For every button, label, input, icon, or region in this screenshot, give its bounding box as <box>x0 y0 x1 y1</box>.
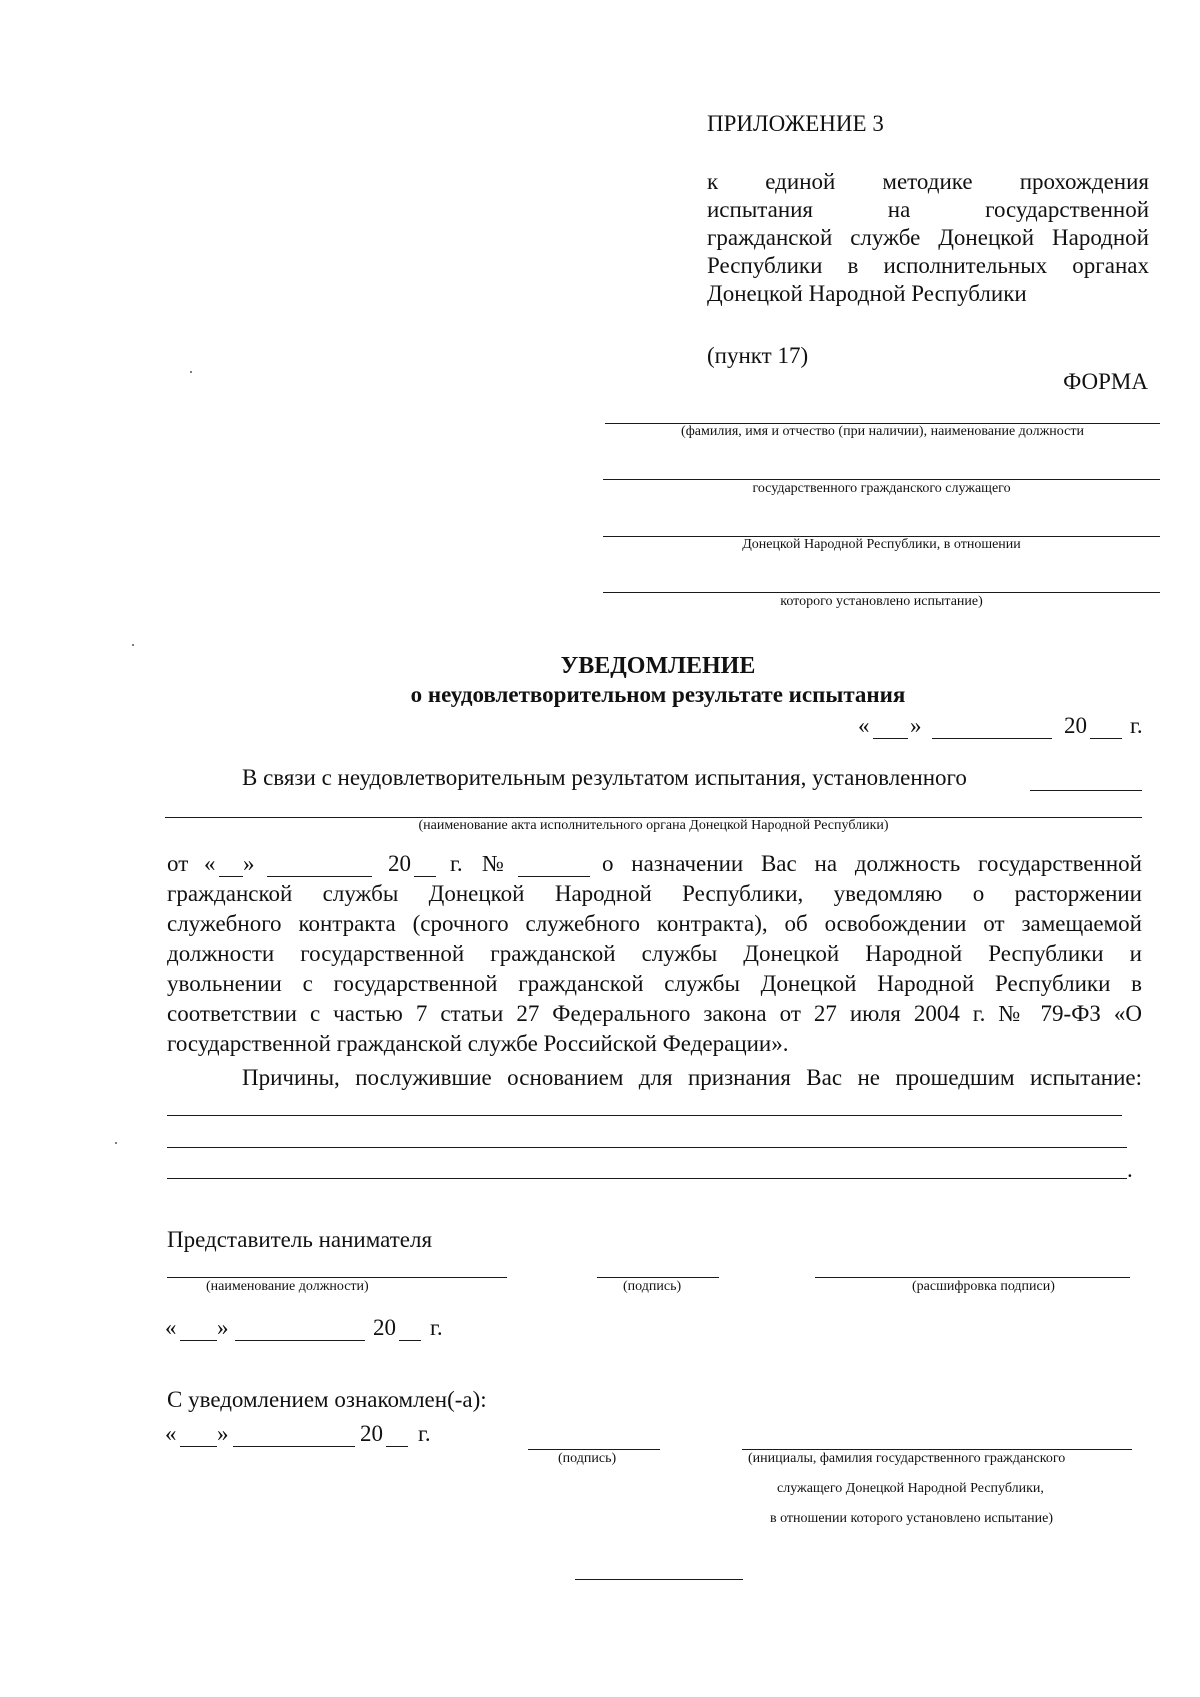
body-intro: В связи с неудовлетворительным результатом испытания, установленного <box>242 765 967 790</box>
body-line-4: должности государственной гражданской службы Донецкой Народной Республики и <box>167 941 1142 966</box>
form-label: ФОРМА <box>1063 369 1148 394</box>
appendix-title: ПРИЛОЖЕНИЕ 3 <box>707 111 884 136</box>
employer-date-open: « <box>165 1315 177 1340</box>
date-day-field[interactable] <box>873 738 908 739</box>
ack-date-close: » <box>217 1421 229 1446</box>
employer-signature-caption: (подпись) <box>623 1279 682 1294</box>
body-word: государственной <box>978 851 1142 876</box>
ref-word: гражданской <box>707 225 833 250</box>
body-line-6: соответствии с частью 7 статьи 27 Федерального закона от 27 июля 2004 г. № 79-ФЗ «О <box>167 1001 1142 1026</box>
bottom-separator <box>575 1579 743 1580</box>
body-word: Вас <box>760 851 797 876</box>
ack-date-suffix: г. <box>418 1421 431 1446</box>
ref-word: к <box>707 169 719 194</box>
ack-signature-line[interactable] <box>528 1449 660 1450</box>
ref-line-4 <box>707 252 1149 280</box>
ref-line-5: Донецкой Народной Республики <box>707 281 1027 306</box>
clause-ref: (пункт 17) <box>707 343 809 368</box>
body-date-year-field[interactable] <box>414 876 436 877</box>
ack-date-month-field[interactable] <box>233 1446 355 1447</box>
employer-date-month-field[interactable] <box>235 1340 365 1341</box>
ref-word: органах <box>1072 253 1149 278</box>
date-month-field[interactable] <box>932 738 1052 739</box>
addressee-line-4[interactable] <box>603 592 1160 593</box>
body-number-field[interactable] <box>518 876 590 877</box>
body-line-5: увольнении с государственной гражданской службы Донецкой Народной Республики в <box>167 971 1142 996</box>
body-intro-field[interactable] <box>1030 790 1142 791</box>
ref-line-2 <box>707 196 1149 224</box>
ack-initials-line[interactable] <box>742 1449 1132 1450</box>
ref-word: прохождения <box>1019 169 1149 194</box>
ref-word: исполнительных <box>883 253 1048 278</box>
employer-decoding-caption: (расшифровка подписи) <box>912 1279 1055 1294</box>
ack-signature-caption: (подпись) <box>558 1451 617 1466</box>
body-number-sign: № <box>482 851 504 876</box>
appendix-reference <box>707 168 1149 308</box>
acknowledged-label: С уведомлением ознакомлен(-а): <box>167 1387 487 1412</box>
body-date-close: » <box>243 851 255 876</box>
body-from: от <box>167 851 189 876</box>
addressee-caption-4: которого установлено испытание) <box>780 594 983 609</box>
ref-word: на <box>887 197 911 222</box>
body-date-day-field[interactable] <box>219 876 243 877</box>
body-date-open: « <box>204 851 216 876</box>
employer-label: Представитель нанимателя <box>167 1227 433 1252</box>
ref-line-1 <box>707 168 1149 196</box>
employer-signature-line[interactable] <box>597 1277 719 1278</box>
scan-speck <box>190 371 192 373</box>
employer-position-caption: (наименование должности) <box>206 1279 369 1294</box>
body-date-month-field[interactable] <box>267 876 372 877</box>
employer-decoding-line[interactable] <box>815 1277 1130 1278</box>
addressee-caption-2: государственного гражданского служащего <box>752 481 1011 496</box>
body-line-2: гражданской службы Донецкой Народной Республики, уведомляю о расторжении <box>167 881 1142 906</box>
ack-date-year-field[interactable] <box>386 1446 408 1447</box>
reasons-line-3[interactable] <box>167 1178 1127 1179</box>
ref-word: единой <box>765 169 836 194</box>
ref-word: государственной <box>985 197 1149 222</box>
date-year-field[interactable] <box>1090 738 1122 739</box>
ref-word: испытания <box>707 197 814 222</box>
addressee-caption-1: (фамилия, имя и отчество (при наличии), наименование должности <box>681 424 1084 439</box>
body-word: о <box>602 851 614 876</box>
addressee-line-2[interactable] <box>603 479 1160 480</box>
ref-word: в <box>847 253 859 278</box>
reasons-line-1[interactable] <box>167 1115 1122 1116</box>
scan-speck <box>115 1142 117 1144</box>
body-date-year: 20 <box>388 851 411 876</box>
employer-date-year-field[interactable] <box>399 1340 421 1341</box>
ref-word: методике <box>882 169 973 194</box>
ref-word: Донецкой <box>938 225 1035 250</box>
ref-word: Республики <box>707 253 823 278</box>
body-line-1-rest <box>602 850 1142 878</box>
ack-initials-caption-3: в отношении которого установлено испытание) <box>770 1511 1054 1526</box>
date-year-prefix: 20 <box>1064 713 1087 738</box>
ack-date-year: 20 <box>360 1421 383 1446</box>
ref-word: службе <box>850 225 921 250</box>
employer-date-suffix: г. <box>430 1315 443 1340</box>
document-title: УВЕДОМЛЕНИЕ <box>560 653 756 679</box>
act-name-caption: (наименование акта исполнительного органа Донецкой Народной Республики) <box>418 818 889 833</box>
employer-date-close: » <box>217 1315 229 1340</box>
body-word: на <box>814 851 838 876</box>
ref-word: Народной <box>1052 225 1149 250</box>
reasons-line-2[interactable] <box>167 1147 1127 1148</box>
reasons-end-dot: . <box>1127 1157 1133 1182</box>
addressee-caption-3: Донецкой Народной Республики, в отношении <box>742 537 1021 552</box>
employer-position-line[interactable] <box>167 1277 507 1278</box>
scan-speck <box>132 644 134 646</box>
employer-date-day-field[interactable] <box>180 1340 217 1341</box>
ack-initials-caption-1: (инициалы, фамилия государственного гражданского <box>748 1451 1066 1466</box>
ack-date-open: « <box>165 1421 177 1446</box>
reasons-label: Причины, послужившие основанием для признания Вас не прошедшим испытание: <box>242 1065 1142 1090</box>
ack-date-day-field[interactable] <box>180 1446 217 1447</box>
ack-initials-caption-2: служащего Донецкой Народной Республики, <box>777 1481 1044 1496</box>
body-word: назначении <box>631 851 744 876</box>
employer-date-year: 20 <box>373 1315 396 1340</box>
date-close-quote: » <box>910 713 922 738</box>
body-line-7: государственной гражданской службе Российской Федерации». <box>167 1031 789 1056</box>
body-year-suffix: г. <box>450 851 463 876</box>
document-subtitle: о неудовлетворительном результате испытания <box>410 682 906 707</box>
date-suffix: г. <box>1130 713 1143 738</box>
date-open-quote: « <box>858 713 870 738</box>
ref-line-3 <box>707 224 1149 252</box>
body-line-3: служебного контракта (срочного служебного контракта), об освобождении от замещаемой <box>167 911 1142 936</box>
body-word: должность <box>854 851 961 876</box>
